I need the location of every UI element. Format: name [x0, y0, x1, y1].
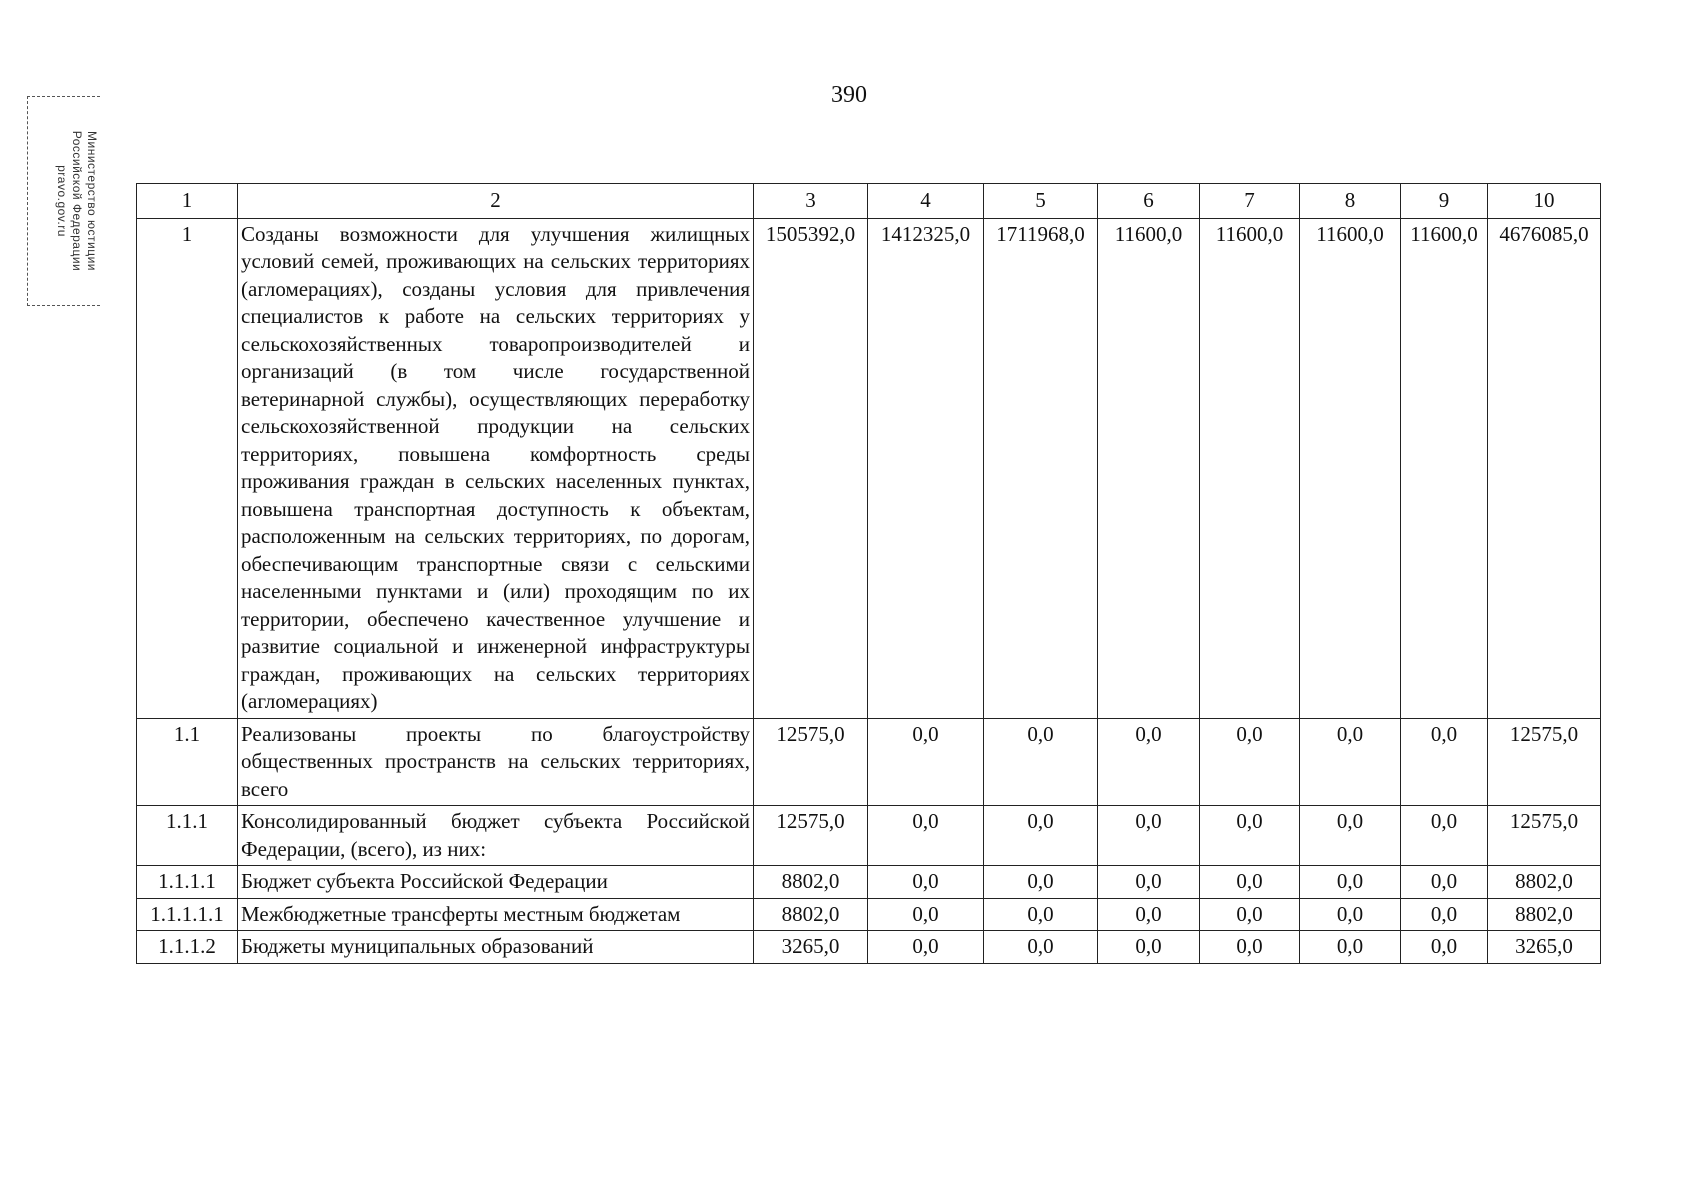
row-description: Созданы возможности для улучшения жилищных условий семей, проживающих на сельских территориях (агломерациях), созданы условия для привлечения специалистов к работе на сельских территориях у сельскохозяйственных товаропроизводителей и организаций (в том числе государственной ветеринарной службы), осуществляющих переработку сельскохозяйственной продукции на сельских территориях, повышена комфортность среды проживания граждан в сельских населенных пунктах, повышена транспортная доступность к объектам, расположенным на сельских территориях, по дорогам, обеспечивающим транспортные связи с сельскими населенными пунктами и (или) проходящим по их территории, обеспечено качественное улучшение и развитие социальной и инженерной инфраструктуры граждан, проживающих на сельских территориях (агломерациях) [238, 218, 754, 718]
value-cell: 12575,0 [1488, 718, 1601, 806]
table-row [137, 218, 1601, 718]
table-body [137, 184, 1601, 964]
value-cell: 3265,0 [754, 931, 868, 964]
header-row [137, 184, 1601, 219]
value-cell: 0,0 [868, 866, 984, 899]
value-cell: 0,0 [1200, 866, 1300, 899]
value-cell: 0,0 [1300, 898, 1401, 931]
value-cell: 3265,0 [1488, 931, 1601, 964]
value-cell: 0,0 [984, 931, 1098, 964]
header-cell: 7 [1200, 184, 1300, 219]
row-number: 1.1 [137, 718, 238, 806]
value-cell: 8802,0 [1488, 866, 1601, 899]
registration-stamp [27, 96, 100, 306]
value-cell: 0,0 [1401, 806, 1488, 866]
value-cell: 0,0 [1098, 931, 1200, 964]
value-cell: 12575,0 [1488, 806, 1601, 866]
value-cell: 8802,0 [754, 898, 868, 931]
value-cell: 1711968,0 [984, 218, 1098, 718]
value-cell: 4676085,0 [1488, 218, 1601, 718]
value-cell: 0,0 [1401, 898, 1488, 931]
value-cell: 0,0 [868, 806, 984, 866]
value-cell: 0,0 [1300, 806, 1401, 866]
stamp-line: pravo.gov.ru [55, 165, 69, 237]
header-cell: 5 [984, 184, 1098, 219]
value-cell: 12575,0 [754, 806, 868, 866]
value-cell: 1505392,0 [754, 218, 868, 718]
value-cell: 1412325,0 [868, 218, 984, 718]
value-cell: 8802,0 [754, 866, 868, 899]
header-cell: 6 [1098, 184, 1200, 219]
value-cell: 0,0 [1300, 718, 1401, 806]
row-number: 1 [137, 218, 238, 718]
table-row [137, 898, 1601, 931]
budget-table [136, 183, 1601, 964]
header-cell: 3 [754, 184, 868, 219]
row-number: 1.1.1.1 [137, 866, 238, 899]
row-number: 1.1.1.1.1 [137, 898, 238, 931]
value-cell: 0,0 [1300, 931, 1401, 964]
stamp-line: Российской Федерации [70, 130, 84, 272]
header-cell: 9 [1401, 184, 1488, 219]
header-cell: 8 [1300, 184, 1401, 219]
value-cell: 0,0 [1401, 931, 1488, 964]
row-number: 1.1.1.2 [137, 931, 238, 964]
value-cell: 0,0 [1098, 806, 1200, 866]
header-cell: 10 [1488, 184, 1601, 219]
value-cell: 0,0 [1098, 866, 1200, 899]
value-cell: 0,0 [1300, 866, 1401, 899]
value-cell: 8802,0 [1488, 898, 1601, 931]
value-cell: 12575,0 [754, 718, 868, 806]
value-cell: 11600,0 [1401, 218, 1488, 718]
row-description: Бюджет субъекта Российской Федерации [238, 866, 754, 899]
row-description: Реализованы проекты по благоустройству общественных пространств на сельских территориях, всего [238, 718, 754, 806]
value-cell: 0,0 [1098, 898, 1200, 931]
page-number: 390 [831, 82, 867, 108]
row-description: Консолидированный бюджет субъекта Российской Федерации, (всего), из них: [238, 806, 754, 866]
value-cell: 11600,0 [1200, 218, 1300, 718]
value-cell: 11600,0 [1098, 218, 1200, 718]
row-description: Бюджеты муниципальных образований [238, 931, 754, 964]
header-cell: 1 [137, 184, 238, 219]
value-cell: 0,0 [1200, 806, 1300, 866]
table-row [137, 931, 1601, 964]
value-cell: 0,0 [868, 931, 984, 964]
value-cell: 0,0 [1401, 718, 1488, 806]
table-row [137, 806, 1601, 866]
header-cell: 4 [868, 184, 984, 219]
value-cell: 0,0 [1098, 718, 1200, 806]
value-cell: 0,0 [984, 718, 1098, 806]
table-row [137, 718, 1601, 806]
stamp-text [29, 101, 99, 301]
value-cell: 11600,0 [1300, 218, 1401, 718]
value-cell: 0,0 [1401, 866, 1488, 899]
value-cell: 0,0 [984, 898, 1098, 931]
value-cell: 0,0 [1200, 898, 1300, 931]
stamp-line: Министерство юстиции [85, 131, 99, 271]
table-row [137, 866, 1601, 899]
value-cell: 0,0 [868, 898, 984, 931]
header-cell: 2 [238, 184, 754, 219]
row-description: Межбюджетные трансферты местным бюджетам [238, 898, 754, 931]
value-cell: 0,0 [1200, 931, 1300, 964]
value-cell: 0,0 [984, 866, 1098, 899]
value-cell: 0,0 [984, 806, 1098, 866]
value-cell: 0,0 [1200, 718, 1300, 806]
row-number: 1.1.1 [137, 806, 238, 866]
value-cell: 0,0 [868, 718, 984, 806]
